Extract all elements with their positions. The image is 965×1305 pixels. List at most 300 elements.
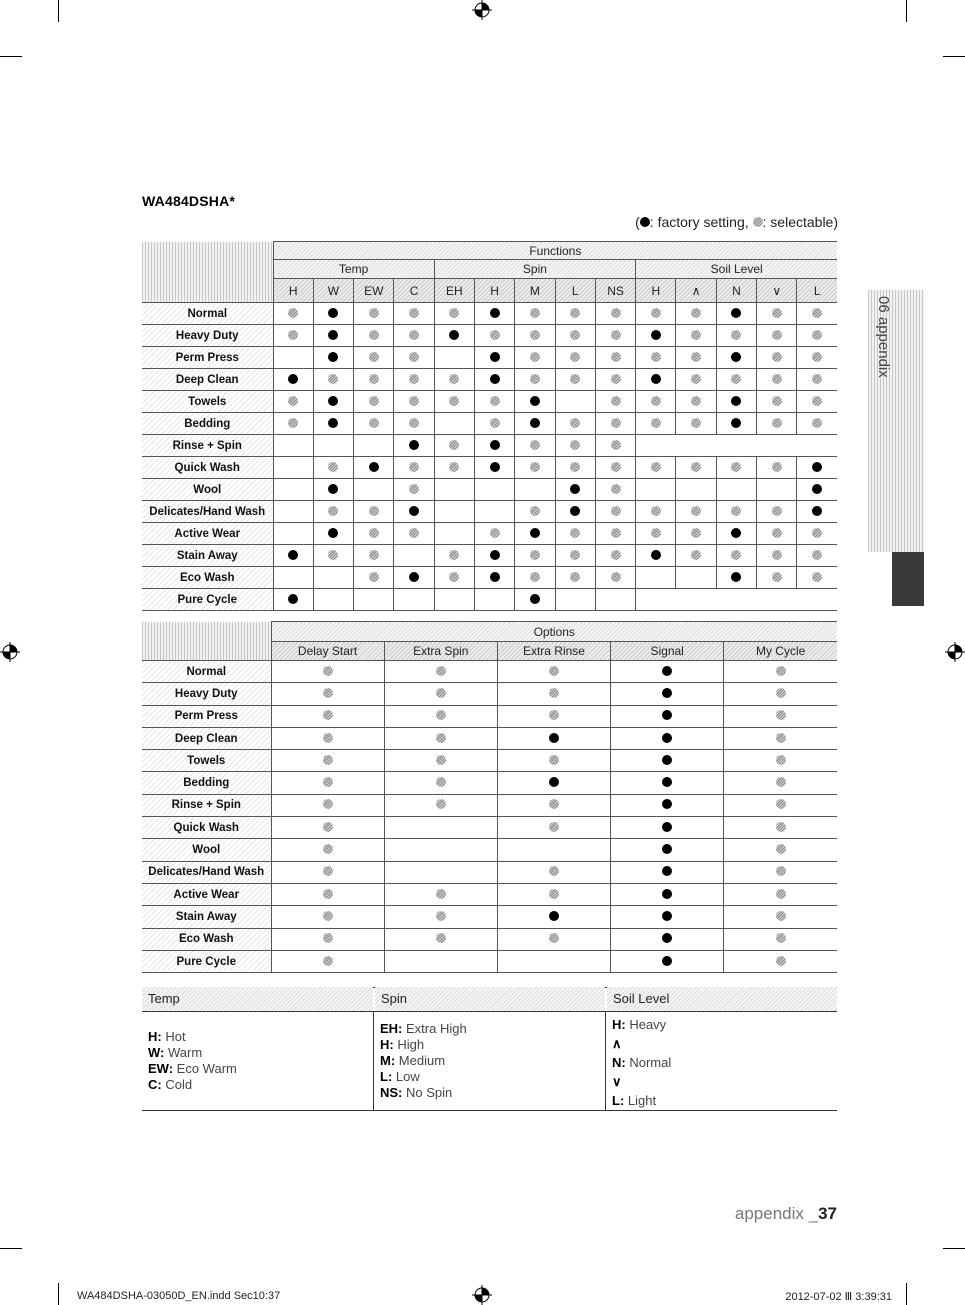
factory-dot-icon	[490, 462, 500, 472]
footer-date: 2012-07-02 Ⅲ 3:39:31	[785, 1291, 892, 1303]
table-row	[142, 661, 837, 683]
selectable-dot-icon	[409, 462, 419, 472]
table-cell	[474, 413, 514, 435]
table-cell	[636, 457, 676, 479]
model-title: WA484DSHA*	[142, 193, 236, 209]
table-cell	[555, 523, 595, 545]
table-cell	[394, 589, 434, 611]
key-item	[148, 1061, 237, 1077]
table-cell	[313, 589, 353, 611]
table-cell	[394, 413, 434, 435]
table-cell	[724, 683, 837, 705]
factory-dot-icon	[662, 710, 672, 720]
function-column-header: L	[797, 279, 837, 303]
selectable-dot-icon	[776, 933, 786, 943]
cycle-name: Bedding	[142, 772, 271, 794]
cycle-name: Active Wear	[142, 883, 271, 905]
crop-mark	[58, 1283, 59, 1305]
table-cell	[676, 303, 716, 325]
selectable-dot-icon	[651, 462, 661, 472]
table-cell	[474, 567, 514, 589]
table-cell	[384, 883, 497, 905]
factory-dot-icon	[449, 330, 459, 340]
cycle-name: Pure Cycle	[142, 950, 271, 972]
selectable-dot-icon	[490, 396, 500, 406]
selectable-dot-icon	[328, 506, 338, 516]
table-cell	[676, 457, 716, 479]
table-row	[142, 391, 837, 413]
table-cell	[273, 567, 313, 589]
selectable-dot-icon	[651, 396, 661, 406]
table-cell	[434, 501, 474, 523]
key-item	[612, 1091, 671, 1110]
selectable-dot-icon	[651, 352, 661, 362]
table-cell	[313, 347, 353, 369]
function-column-header: N	[716, 279, 756, 303]
selectable-dot-icon	[651, 528, 661, 538]
table-cell	[555, 501, 595, 523]
selectable-dot-icon	[611, 484, 621, 494]
table-row	[142, 750, 837, 772]
cycle-name: Deep Clean	[142, 727, 271, 749]
table-cell	[611, 661, 724, 683]
selectable-dot-icon	[436, 688, 446, 698]
selectable-dot-icon	[369, 572, 379, 582]
key-code: W:	[148, 1045, 165, 1060]
table-cell	[797, 545, 837, 567]
table-cell	[434, 325, 474, 347]
table-cell	[724, 906, 837, 928]
selectable-dot-icon	[776, 844, 786, 854]
selectable-dot-icon	[369, 330, 379, 340]
selectable-dot-icon	[611, 550, 621, 560]
table-cell	[394, 347, 434, 369]
crop-mark	[906, 1283, 907, 1305]
selectable-dot-icon	[776, 733, 786, 743]
selectable-dot-icon	[776, 755, 786, 765]
table-cell	[611, 928, 724, 950]
key-code: M:	[380, 1053, 396, 1068]
selectable-dot-icon	[409, 418, 419, 428]
side-tab-label: 06 appendix	[875, 296, 892, 378]
selectable-dot-icon	[772, 550, 782, 560]
table-cell	[515, 479, 555, 501]
cycle-name: Towels	[142, 750, 271, 772]
table-cell	[434, 303, 474, 325]
table-cell	[595, 413, 635, 435]
factory-dot-icon	[662, 799, 672, 809]
table-cell	[384, 906, 497, 928]
selectable-dot-icon	[549, 822, 559, 832]
table-cell	[354, 413, 394, 435]
table-cell	[474, 369, 514, 391]
selectable-dot-icon	[549, 799, 559, 809]
key-meaning: High	[393, 1037, 425, 1052]
registration-mark-icon	[472, 1285, 492, 1305]
table-cell	[497, 750, 610, 772]
functions-title: Functions	[273, 242, 837, 260]
function-group-spin: Spin	[434, 260, 635, 279]
key-meaning: Medium	[395, 1053, 446, 1068]
selectable-dot-icon	[549, 889, 559, 899]
table-cell	[474, 435, 514, 457]
factory-dot-icon	[288, 550, 298, 560]
table-cell	[555, 589, 595, 611]
table-cell	[474, 391, 514, 413]
table-cell	[515, 567, 555, 589]
table-cell	[636, 369, 676, 391]
table-cell	[611, 950, 724, 972]
table-cell	[354, 369, 394, 391]
table-cell	[497, 727, 610, 749]
table-cell	[716, 523, 756, 545]
selectable-dot-icon	[323, 755, 333, 765]
function-column-header: EH	[434, 279, 474, 303]
function-group-soil-level: Soil Level	[636, 260, 838, 279]
selectable-dot-icon	[812, 308, 822, 318]
key-meaning: Warm	[164, 1045, 203, 1060]
table-cell	[636, 391, 676, 413]
functions-table	[142, 241, 837, 611]
table-cell	[636, 523, 676, 545]
factory-dot-icon	[530, 594, 540, 604]
table-row	[142, 839, 837, 861]
selectable-dot-icon	[812, 352, 822, 362]
selectable-dot-icon	[651, 418, 661, 428]
selectable-dot-icon	[691, 418, 701, 428]
table-cell	[313, 369, 353, 391]
selectable-dot-icon	[772, 330, 782, 340]
table-cell	[595, 567, 635, 589]
selectable-dot-icon	[776, 688, 786, 698]
table-cell	[313, 325, 353, 347]
table-cell	[555, 325, 595, 347]
factory-dot-icon	[530, 528, 540, 538]
selectable-dot-icon	[691, 396, 701, 406]
table-cell	[611, 839, 724, 861]
factory-dot-icon	[662, 755, 672, 765]
factory-dot-icon	[490, 550, 500, 560]
table-cell	[797, 303, 837, 325]
table-cell	[515, 501, 555, 523]
table-cell	[636, 479, 676, 501]
table-cell	[271, 906, 384, 928]
selectable-dot-icon	[323, 933, 333, 943]
selectable-dot-icon	[530, 440, 540, 450]
empty-merged-cell	[636, 589, 838, 611]
table-cell	[797, 369, 837, 391]
registration-mark-icon	[472, 0, 492, 20]
function-column-header: EW	[354, 279, 394, 303]
table-row	[142, 303, 837, 325]
table-cell	[676, 479, 716, 501]
selectable-dot-icon	[288, 330, 298, 340]
factory-dot-icon	[328, 528, 338, 538]
key-code: EH:	[380, 1021, 403, 1036]
selectable-dot-icon	[776, 866, 786, 876]
table-cell	[313, 303, 353, 325]
table-cell	[434, 347, 474, 369]
key-meaning: Extra High	[402, 1021, 467, 1036]
table-cell	[313, 545, 353, 567]
table-cell	[273, 303, 313, 325]
option-column-header: Extra Spin	[384, 642, 497, 661]
selectable-dot-icon	[409, 374, 419, 384]
key-code: H:	[612, 1017, 626, 1032]
table-cell	[595, 545, 635, 567]
table-cell	[474, 347, 514, 369]
key-meaning: No Spin	[402, 1085, 453, 1100]
selectable-dot-icon	[611, 462, 621, 472]
function-column-header: W	[313, 279, 353, 303]
key-item	[612, 1034, 671, 1053]
table-cell	[273, 391, 313, 413]
table-cell	[676, 391, 716, 413]
table-cell	[273, 413, 313, 435]
table-cell	[515, 589, 555, 611]
selectable-dot-icon	[772, 352, 782, 362]
table-cell	[474, 457, 514, 479]
selectable-dot-icon	[323, 844, 333, 854]
selectable-dot-icon	[549, 688, 559, 698]
selectable-dot-icon	[530, 352, 540, 362]
empty-merged-cell	[636, 435, 838, 457]
factory-dot-icon	[409, 506, 419, 516]
cycle-name: Eco Wash	[142, 928, 271, 950]
factory-dot-icon	[662, 777, 672, 787]
table-cell	[676, 347, 716, 369]
selectable-dot-icon	[449, 572, 459, 582]
cycle-name: Heavy Duty	[142, 683, 271, 705]
key-meaning: Light	[624, 1093, 657, 1108]
table-cell	[757, 369, 797, 391]
factory-dot-icon	[530, 418, 540, 428]
key-meaning: Heavy	[625, 1017, 667, 1032]
table-cell	[716, 303, 756, 325]
selectable-dot-icon	[409, 528, 419, 538]
selectable-dot-icon	[369, 506, 379, 516]
selectable-dot-icon	[731, 330, 741, 340]
table-cell	[595, 369, 635, 391]
table-row	[142, 817, 837, 839]
selectable-dot-icon	[611, 572, 621, 582]
selectable-dot-icon	[772, 374, 782, 384]
selectable-dot-icon	[369, 308, 379, 318]
table-cell	[757, 567, 797, 589]
table-cell	[474, 479, 514, 501]
table-cell	[611, 772, 724, 794]
page-number	[690, 1204, 837, 1224]
table-cell	[497, 817, 610, 839]
table-cell	[273, 347, 313, 369]
table-cell	[724, 794, 837, 816]
table-cell	[555, 413, 595, 435]
table-cell	[313, 567, 353, 589]
selectable-dot-icon	[549, 933, 559, 943]
table-cell	[757, 479, 797, 501]
table-cell	[434, 567, 474, 589]
selectable-dot-icon	[323, 911, 333, 921]
selectable-dot-icon	[772, 396, 782, 406]
factory-dot-icon	[328, 308, 338, 318]
selectable-dot-icon	[530, 308, 540, 318]
table-corner	[142, 622, 271, 661]
key-soil-list	[612, 1015, 671, 1110]
table-cell	[797, 523, 837, 545]
crop-mark	[58, 0, 59, 22]
table-cell	[797, 479, 837, 501]
selectable-dot-icon	[570, 374, 580, 384]
factory-dot-icon	[651, 330, 661, 340]
table-cell	[497, 661, 610, 683]
selectable-dot-icon	[323, 822, 333, 832]
selectable-dot-icon	[369, 418, 379, 428]
selectable-dot-icon	[691, 352, 701, 362]
options-title-row	[142, 622, 837, 642]
table-cell	[515, 303, 555, 325]
table-cell	[611, 794, 724, 816]
table-cell	[474, 501, 514, 523]
function-column-header: L	[555, 279, 595, 303]
table-cell	[515, 413, 555, 435]
selectable-dot-icon	[611, 308, 621, 318]
table-cell	[636, 545, 676, 567]
selectable-dot-icon	[731, 374, 741, 384]
selectable-dot-icon	[812, 374, 822, 384]
crop-mark	[906, 0, 907, 22]
table-cell	[676, 523, 716, 545]
table-cell	[394, 479, 434, 501]
selectable-dot-icon	[772, 506, 782, 516]
table-cell	[313, 413, 353, 435]
factory-dot-icon	[662, 889, 672, 899]
selectable-dot-icon	[812, 528, 822, 538]
table-cell	[474, 545, 514, 567]
legend-prefix: (	[635, 214, 640, 230]
table-cell	[384, 794, 497, 816]
table-cell	[716, 413, 756, 435]
key-item	[380, 1021, 467, 1037]
table-row	[142, 435, 837, 457]
factory-dot-icon	[662, 933, 672, 943]
selectable-dot-icon	[776, 799, 786, 809]
factory-dot-icon	[328, 484, 338, 494]
selectable-dot-icon	[772, 462, 782, 472]
table-cell	[611, 817, 724, 839]
table-row	[142, 457, 837, 479]
factory-dot-icon	[409, 440, 419, 450]
selectable-dot-icon	[772, 308, 782, 318]
table-cell	[757, 391, 797, 413]
crop-mark	[943, 56, 965, 57]
table-cell	[384, 750, 497, 772]
cycle-name: Normal	[142, 303, 273, 325]
table-cell	[757, 347, 797, 369]
table-cell	[555, 457, 595, 479]
table-cell	[384, 839, 497, 861]
key-temp-list	[148, 1029, 237, 1093]
factory-dot-icon	[731, 418, 741, 428]
factory-dot-icon	[549, 911, 559, 921]
selectable-dot-icon	[549, 666, 559, 676]
cycle-name: Normal	[142, 661, 271, 683]
selectable-dot-icon	[570, 440, 580, 450]
selectable-dot-icon	[772, 418, 782, 428]
selectable-dot-icon	[776, 710, 786, 720]
function-group-temp: Temp	[273, 260, 434, 279]
table-cell	[394, 391, 434, 413]
table-cell	[716, 501, 756, 523]
key-meaning: Eco Warm	[173, 1061, 237, 1076]
table-cell	[636, 303, 676, 325]
selectable-dot-icon	[691, 550, 701, 560]
selectable-dot-icon	[530, 462, 540, 472]
table-cell	[394, 369, 434, 391]
table-cell	[354, 523, 394, 545]
cycle-name: Heavy Duty	[142, 325, 273, 347]
cycle-name: Rinse + Spin	[142, 435, 273, 457]
key-code: H:	[148, 1029, 162, 1044]
selectable-dot-icon	[328, 550, 338, 560]
table-cell	[354, 501, 394, 523]
table-cell	[797, 567, 837, 589]
option-column-header: Extra Rinse	[497, 642, 610, 661]
table-cell	[394, 457, 434, 479]
cycle-name: Quick Wash	[142, 457, 273, 479]
factory-dot-icon	[662, 666, 672, 676]
table-cell	[313, 523, 353, 545]
table-cell	[354, 567, 394, 589]
table-cell	[515, 523, 555, 545]
factory-dot-icon	[549, 777, 559, 787]
table-cell	[676, 545, 716, 567]
page-label: appendix _	[734, 1204, 819, 1223]
table-cell	[434, 369, 474, 391]
factory-dot-icon	[662, 956, 672, 966]
selectable-dot-icon	[449, 462, 459, 472]
table-cell	[797, 457, 837, 479]
cycle-name: Perm Press	[142, 705, 271, 727]
registration-mark-icon	[0, 642, 20, 662]
table-cell	[354, 545, 394, 567]
function-column-header: ∨	[757, 279, 797, 303]
selectable-dot-icon	[570, 528, 580, 538]
table-cell	[394, 501, 434, 523]
table-cell	[384, 950, 497, 972]
dot-legend	[560, 214, 838, 230]
table-cell	[595, 457, 635, 479]
table-cell	[271, 861, 384, 883]
table-cell	[434, 413, 474, 435]
key-code: L:	[612, 1093, 625, 1108]
table-cell	[271, 727, 384, 749]
table-cell	[273, 325, 313, 347]
table-cell	[497, 794, 610, 816]
selectable-dot-icon	[731, 462, 741, 472]
option-column-header: Signal	[611, 642, 724, 661]
key-code: ∨	[612, 1074, 622, 1089]
factory-dot-icon	[731, 528, 741, 538]
options-table	[142, 621, 837, 973]
selectable-dot-icon	[776, 889, 786, 899]
table-cell	[797, 347, 837, 369]
table-cell	[724, 861, 837, 883]
page-number-value: 37	[818, 1204, 837, 1223]
factory-dot-icon	[662, 733, 672, 743]
factory-dot-icon	[812, 506, 822, 516]
factory-dot-icon	[731, 396, 741, 406]
table-cell	[555, 391, 595, 413]
